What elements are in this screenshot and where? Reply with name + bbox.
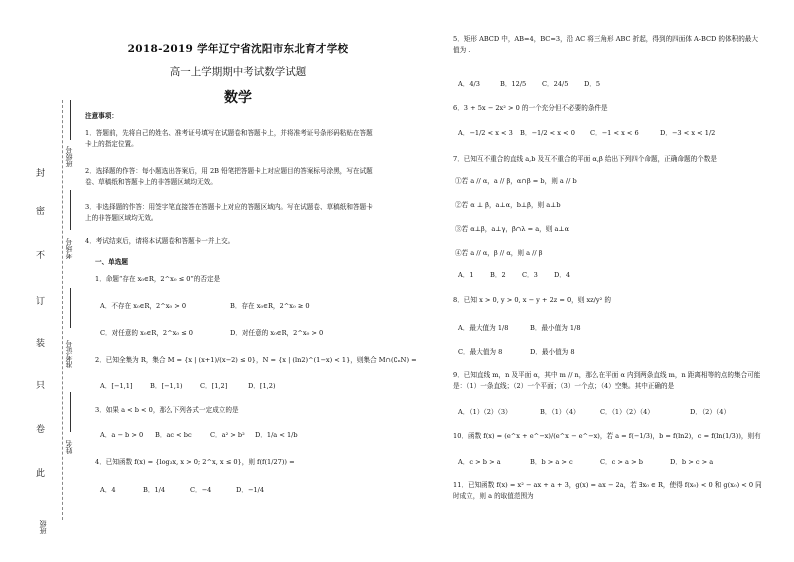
- notes-heading: 注意事项：: [85, 112, 118, 120]
- question-option: D．b > c > a: [670, 458, 714, 466]
- question-option: B．b > a > c: [530, 458, 573, 466]
- proposition: ①若 a // α，a // β，α∩β = b，则 a // b: [455, 177, 577, 185]
- binding-dashed-line: [62, 100, 63, 520]
- question-option: D．对任意的 x₀∈R，2^x₀ > 0: [230, 329, 324, 337]
- binding-label-line: [70, 190, 71, 230]
- question-option: C．3: [522, 271, 538, 279]
- question-option: B．（1）（4）: [540, 408, 580, 416]
- question-option: A．最大值为 1/8: [458, 324, 509, 332]
- question-option: D．−1/4: [236, 486, 265, 494]
- binding-char: 只: [36, 381, 46, 391]
- question-option: C．c > a > b: [600, 458, 643, 466]
- question-stem: 1．命题“存在 x₀∈R，2^x₀ ≤ 0”的否定是: [95, 275, 221, 283]
- question-option: D．−3 < x < 1/2: [660, 129, 716, 137]
- question-option: B．ac < bc: [155, 431, 192, 439]
- binding-label-line: [70, 100, 71, 140]
- question-stem: 5．矩形 ABCD 中，AB=4，BC=3，沿 AC 将三角形 ABC 折起，得到的四面体 A-BCD 的体积的最大值为 .: [453, 35, 758, 54]
- question-option: B．1/4: [143, 486, 166, 494]
- question-stem: 10．函数 f(x) = (e^x + e^−x)/(e^x − e^−x)，若 a = f(−1/3)，b = f(ln2)，c = f(ln(1/3))，则有: [453, 432, 761, 440]
- question-option: D．（2）（4）: [690, 408, 731, 416]
- subject-title: 数学: [224, 90, 252, 106]
- proposition: ④若 a // α，β // α，则 a // β: [455, 249, 543, 257]
- question-option: C．[1,2]: [200, 382, 228, 390]
- question-option: B．2: [490, 271, 506, 279]
- question-option: D．最小值为 8: [530, 348, 575, 356]
- question-option: A．不存在 x₀∈R，2^x₀ > 0: [100, 302, 187, 310]
- question-option: B．[−1,1): [150, 382, 183, 390]
- question-option: B．−1/2 < x < 0: [520, 129, 575, 137]
- note-item: 1．答题前，先将自己的姓名、准考证号填写在试题卷和答题卡上，并将准考证号条形码粘贴在答题卡上的指定位置。: [85, 129, 373, 148]
- question-option: C．a² > b²: [210, 431, 245, 439]
- question-option: C．24/5: [542, 80, 569, 88]
- binding-char: 此: [36, 469, 46, 479]
- question-option: B．存在 x₀∈R，2^x₀ ≥ 0: [230, 302, 310, 310]
- binding-label: 准考证号: [65, 340, 73, 368]
- section-title: 一、单选题: [95, 258, 128, 266]
- question-option: D．1/a < 1/b: [255, 431, 298, 439]
- question-option: A．[−1,1]: [100, 382, 133, 390]
- binding-label: 考场号: [65, 238, 73, 259]
- question-option: C．（1）（2）（4）: [600, 408, 654, 416]
- question-option: C．−4: [190, 486, 212, 494]
- question-stem: 3．如果 a < b < 0，那么下列各式一定成立的是: [95, 406, 239, 414]
- binding-char: 装: [36, 339, 46, 349]
- note-item: 3．非选择题的作答：用签字笔直接答在答题卡上对应的答题区域内。写在试题卷、草稿纸和答题卡上的非答题区域均无效。: [85, 203, 373, 222]
- question-option: C．−1 < x < 6: [590, 129, 639, 137]
- binding-label: 班级: [39, 520, 47, 534]
- binding-char: 卷: [36, 425, 46, 435]
- note-item: 2．选择题的作答：每小题选出答案后，用 2B 铅笔把答题卡上对应题目的答案标号涂黑，写在试题卷、草稿纸和答题卡上的非答题区域均无效。: [85, 167, 373, 186]
- question-option: D．[1,2): [248, 382, 276, 390]
- binding-char: 封: [36, 169, 46, 179]
- question-option: B．最小值为 1/8: [530, 324, 581, 332]
- binding-label: 姓名: [65, 440, 73, 454]
- question-option: A．−1/2 < x < 3: [458, 129, 513, 137]
- exam-subtitle: 高一上学期期中考试数学试题: [169, 66, 307, 78]
- binding-label-line: [70, 288, 71, 328]
- binding-char: 不: [36, 251, 46, 261]
- question-option: A．1: [458, 271, 474, 279]
- binding-char: 密: [36, 207, 46, 217]
- question-option: A．4: [100, 486, 116, 494]
- question-option: A．c > b > a: [458, 458, 501, 466]
- question-option: C．最大值为 8: [458, 348, 503, 356]
- proposition: ②若 α ⊥ β，a⊥α，b⊥β，则 a⊥b: [455, 201, 561, 209]
- question-option: D．5: [584, 80, 601, 88]
- binding-label: 班级号: [65, 146, 73, 167]
- question-stem: 9．已知直线 m，n 及平面 α，其中 m // n，那么在平面 α 内到两条直线 m，n 距离相等的点的集合可能是：（1）一条直线；（2）一个平面；（3）一个点；（4）空集。其中正确的是: [453, 371, 761, 390]
- proposition: ③若 α⊥β，a⊥γ，β∩λ = a，则 a⊥α: [455, 225, 570, 233]
- binding-char: 订: [36, 297, 46, 307]
- question-stem: 7．已知互不重合的直线 a,b 及互不重合的平面 α,β 给出下列四个命题，正确命题的个数是: [453, 155, 717, 163]
- question-stem: 2．已知全集为 R，集合 M = {x | (x+1)/(x−2) ≤ 0}，N = {x | (ln2)^(1−x) < 1}，则集合 M∩(∁ₙN) =: [95, 356, 417, 364]
- question-option: D．4: [554, 271, 571, 279]
- question-stem: 8．已知 x > 0, y > 0, x − y + 2z = 0，则 xz/y² 的: [453, 296, 611, 304]
- question-option: C．对任意的 x₀∈R，2^x₀ ≤ 0: [100, 329, 193, 337]
- binding-label-line: [70, 392, 71, 432]
- question-stem: 4．已知函数 f(x) = {log₃x, x > 0; 2^x, x ≤ 0}，则 f(f(1/27)) =: [95, 458, 295, 466]
- question-option: A．a − b > 0: [100, 431, 144, 439]
- binding-strip: [0, 0, 72, 562]
- question-option: A．（1）（2）（3）: [458, 408, 512, 416]
- question-option: A．4/3: [458, 80, 480, 88]
- question-option: B．12/5: [500, 80, 527, 88]
- question-stem: 11．已知函数 f(x) = x² − ax + a + 3，g(x) = ax − 2a，若 ∃x₀ ∈ R，使得 f(x₀) < 0 和 g(x₀) < 0 同时成立，则 a 的取值范围为: [453, 481, 762, 500]
- question-stem: 6．3 + 5x − 2x² > 0 的一个充分但不必要的条件是: [453, 104, 608, 112]
- note-item: 4．考试结束后，请将本试题卷和答题卡一并上交。: [85, 237, 235, 245]
- exam-title: 2018-2019 学年辽宁省沈阳市东北育才学校: [127, 43, 349, 55]
